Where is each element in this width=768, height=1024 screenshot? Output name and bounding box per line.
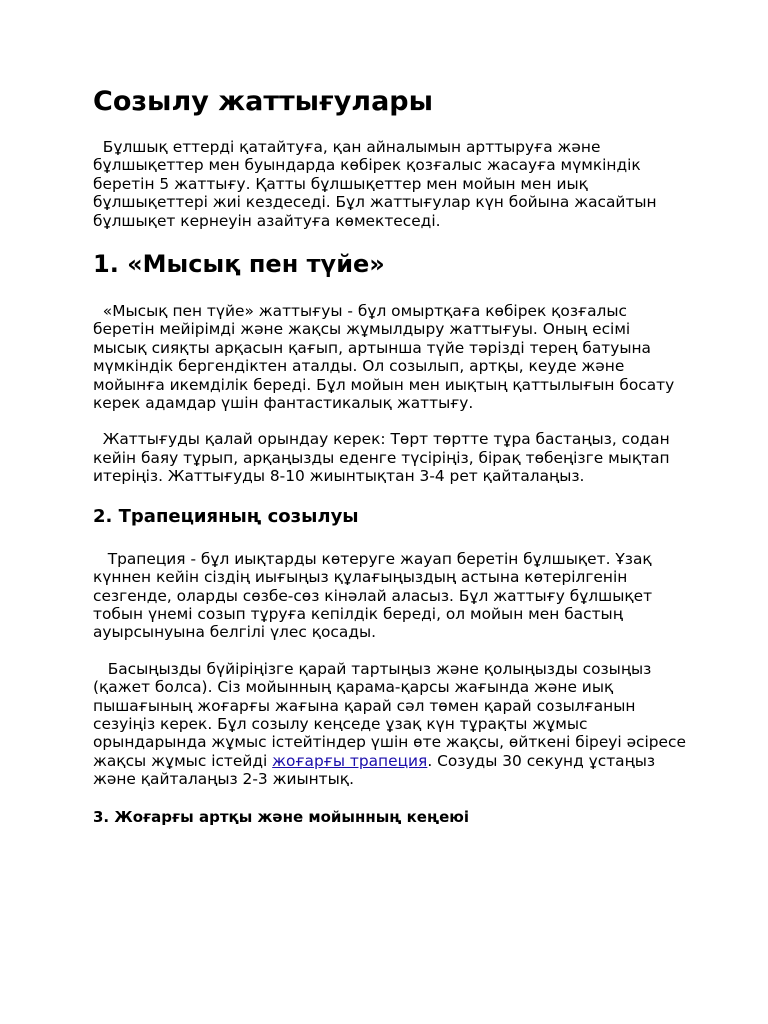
intro-paragraph: Бұлшық еттерді қатайтуға, қан айналымын арттыруға және бұлшықеттер мен буындарда көбірек қозғалыс жасауға мүмкіндік беретін 5 жаттығу. Қатты бұлшықеттер мен мойын мен иық бұлшықеттері жиі кездеседі. Бұл жаттығулар күн бойына жасайтын бұлшықет кернеуін азайтуға көмектеседі. <box>93 138 662 230</box>
section-2-heading: 2. Трапецияның созылуы <box>93 505 359 527</box>
section-2-paragraph-2-text-b: . Созуды 30 секунд ұстаңыз және қайталаңыз 2-3 жиынтық. <box>93 751 661 789</box>
section-2-paragraph-2-text-a: Басыңызды бүйіріңізге қарай тартыңыз және қолыңызды созыңыз (қажет болса). Сіз мойынның қарама-қарсы жағында және иық пышағының жоғарғы жағына қарай сәл төмен қарай созылғанын сезуіңіз керек. Бұл созылу кеңседе ұзақ күн тұрақты жұмыс орындарында жұмыс істейтіндер үшін өте жақсы, өйткені біреуі әсіресе жақсы жұмыс істейді <box>93 659 691 770</box>
section-3-heading: 3. Жоғарғы артқы және мойынның кеңеюі <box>93 807 469 826</box>
section-1-heading: 1. «Мысық пен түйе» <box>93 250 385 279</box>
section-2-paragraph-2 <box>93 659 691 789</box>
section-2-paragraph-1: Трапеция - бұл иықтарды көтеруге жауап беретін бұлшықет. Ұзақ күннен кейін сіздің иығыңыз құлағыңыздың астына көтерілгенін сезгенде, оларды сөзбе-сөз кінәлай аласыз. Бұл жаттығу бұлшықет тобын үнемі созып тұруға кепілдік береді, ол мойын мен бастың ауырсынуына белгілі үлес қосады. <box>93 549 658 642</box>
upper-trapezius-link[interactable]: жоғарғы трапеция <box>272 751 428 770</box>
section-1-paragraph-2: Жаттығуды қалай орындау керек: Төрт төртте тұра бастаңыз, содан кейін баяу тұрып, арқаңызды еденге түсіріңіз, бірақ төбеңізге мықтап итеріңіз. Жаттығуды 8-10 жиынтықтан 3-4 рет қайталаңыз. <box>93 430 675 486</box>
document-title: Созылу жаттығулары <box>93 86 434 117</box>
section-1-paragraph-1: «Мысық пен түйе» жаттығуы - бұл омыртқаға көбірек қозғалыс беретін мейірімді және жақсы жұмылдыру жаттығуы. Оның есімі мысық сияқты арқасын қағып, артынша түйе тәрізді терең батуына мүмкіндік бергендіктен аталды. Ол созылып, артқы, кеуде және мойынға икемділік береді. Бұл мойын мен иықтың қаттылығын босату керек адамдар үшін фантастикалық жаттығу. <box>93 302 680 413</box>
